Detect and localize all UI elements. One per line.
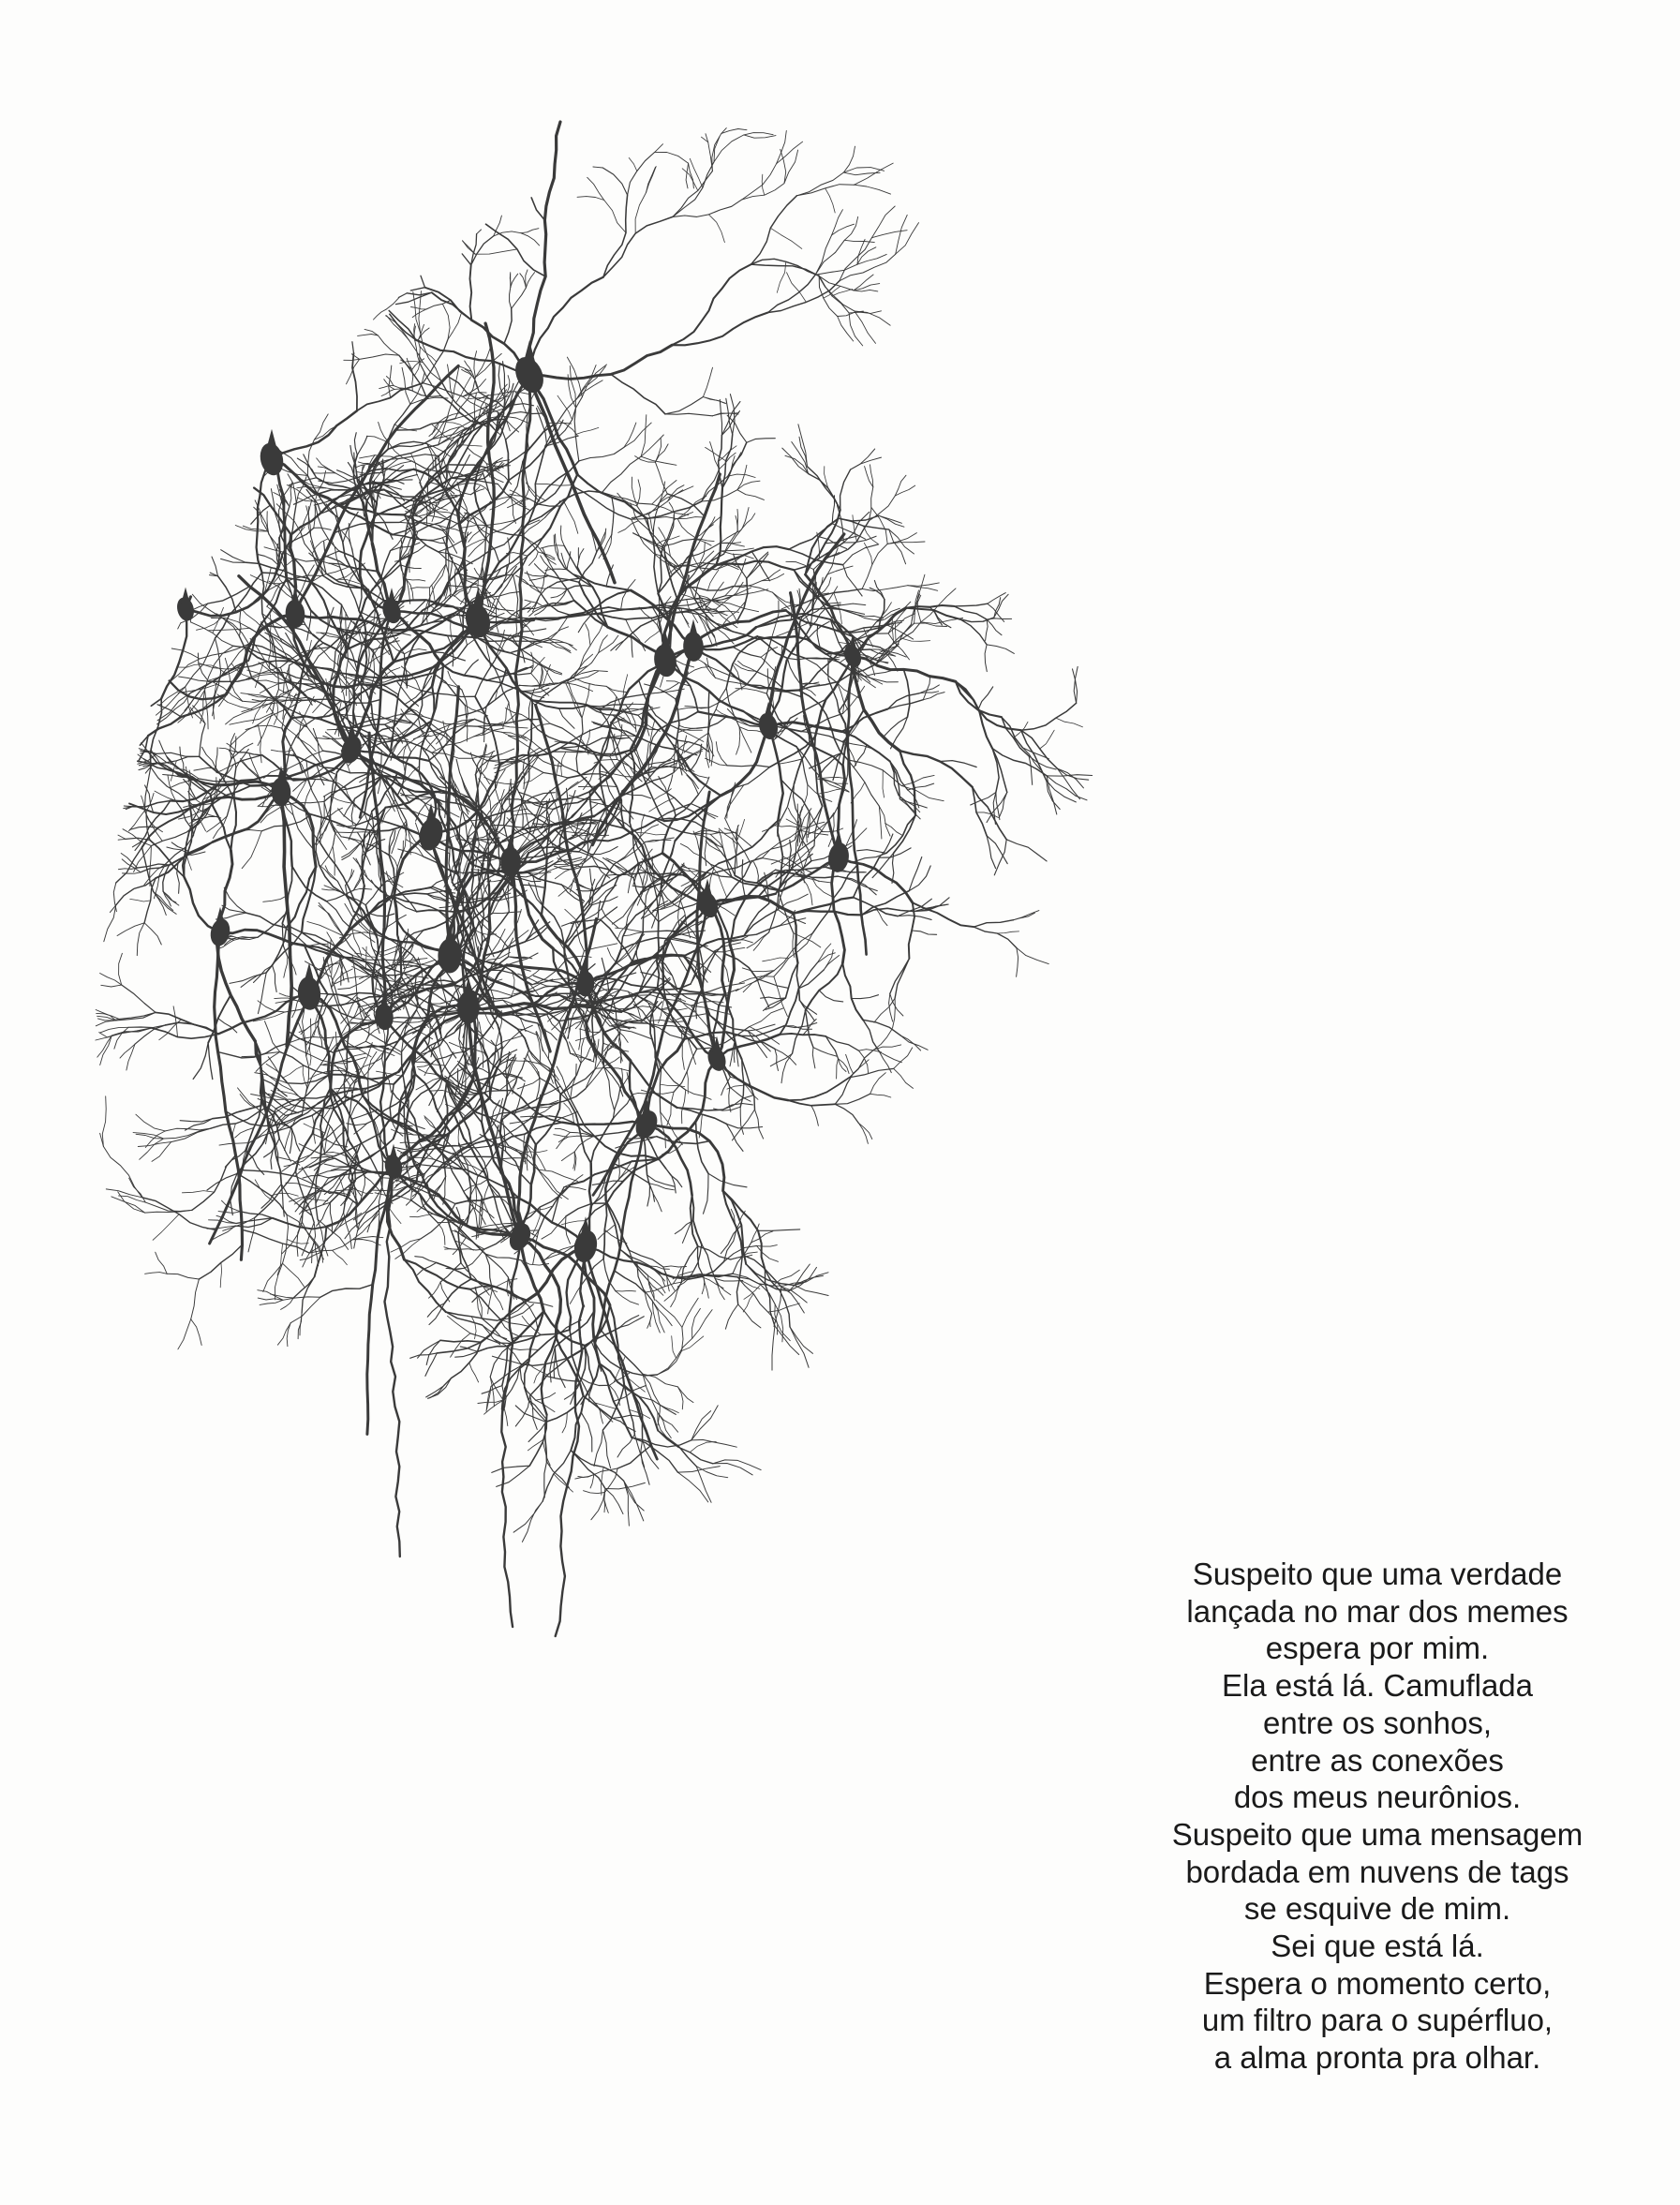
poem-line: espera por mim. [1265,1631,1490,1666]
poem [1115,1556,1640,2077]
poem-line: Sei que está lá. [1271,1929,1484,1964]
poem-line: Espera o momento certo, [1203,1965,1552,2001]
poem-line: Ela está lá. Camuflada [1221,1668,1533,1704]
poem-line: lançada no mar dos memes [1186,1593,1568,1629]
poem-line: Suspeito que uma verdade [1192,1557,1563,1591]
poem-line: dos meus neurônios. [1233,1780,1522,1815]
poem-line: entre os sonhos, [1263,1705,1492,1740]
poem-line: Suspeito que uma mensagem [1171,1816,1583,1852]
poem-line: bordada em nuvens de tags [1185,1854,1569,1889]
poem-line: a alma pronta pra olhar. [1213,2040,1541,2076]
poem-line: se esquive de mim. [1243,1891,1511,1927]
poem-line: entre as conexões [1251,1742,1504,1778]
poem-line: um filtro para o supérfluo, [1201,2003,1554,2038]
